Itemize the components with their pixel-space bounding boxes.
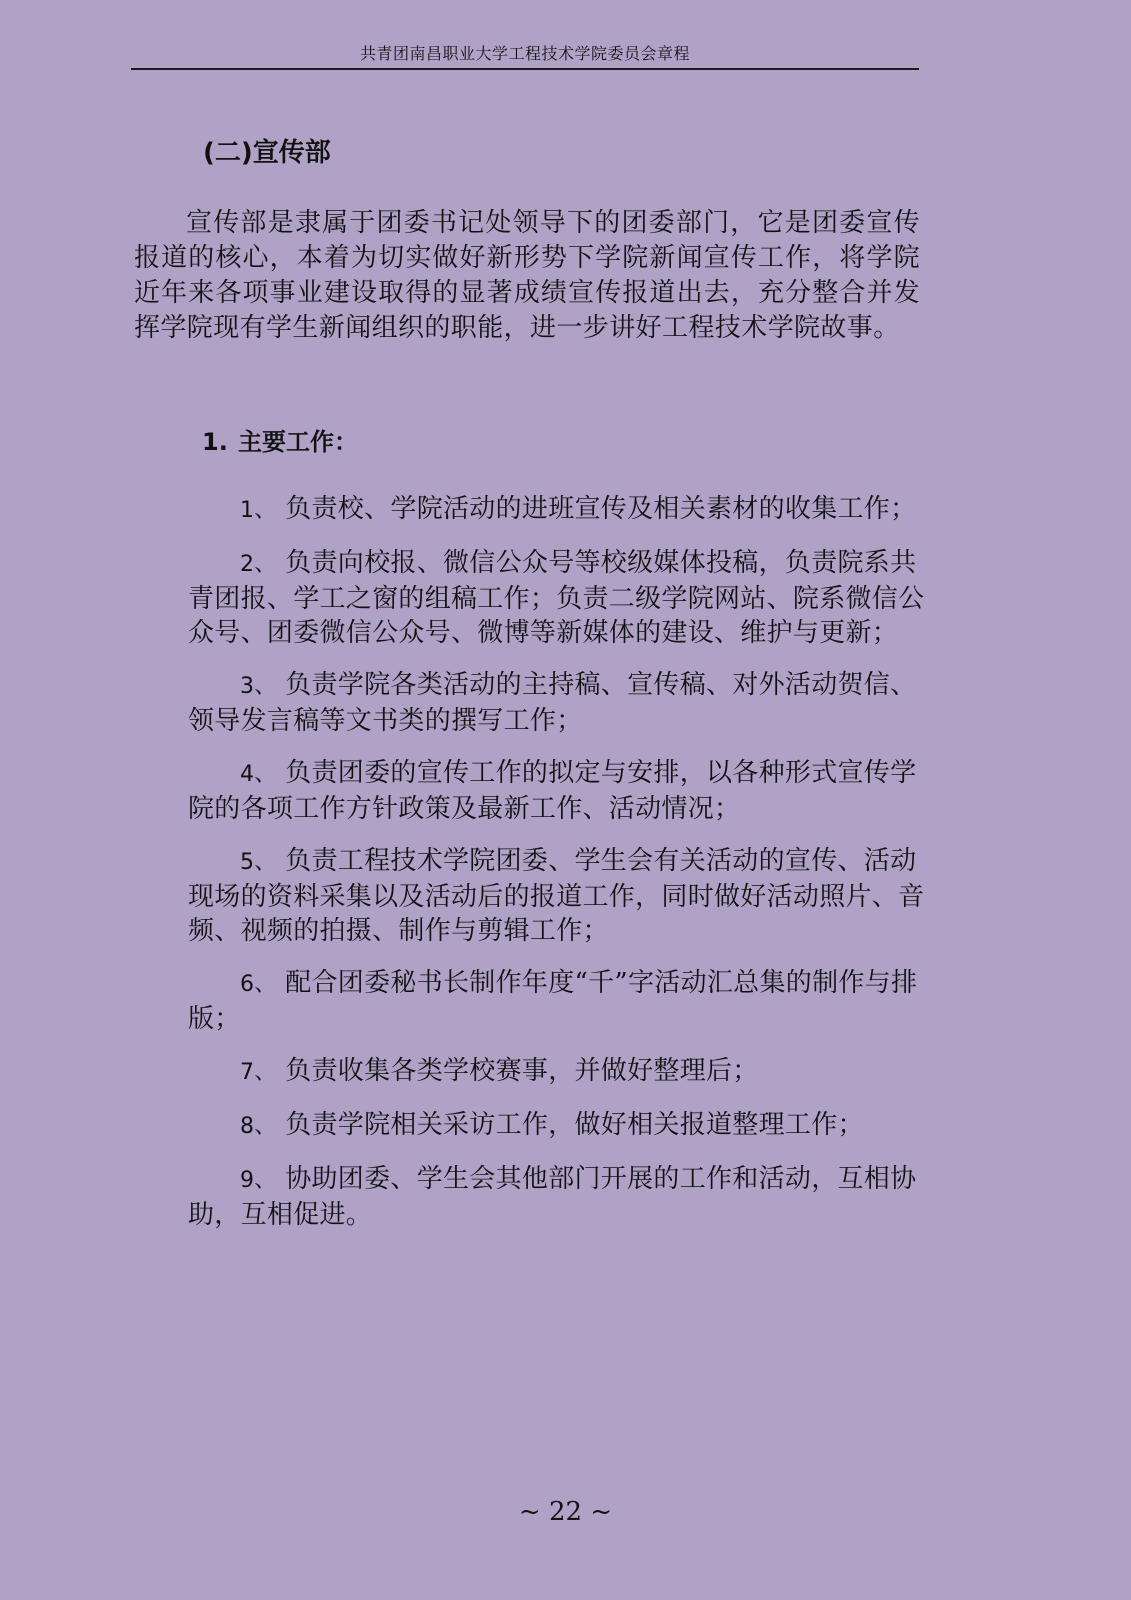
main-duties-title: 主要工作：: [238, 428, 358, 456]
duty-text: 负责收集各类学校赛事，并做好整理后；: [285, 1056, 759, 1086]
duty-item: [188, 1162, 926, 1232]
duty-item: [188, 1054, 926, 1090]
page-number: ~ 22 ~: [518, 1497, 613, 1527]
duty-number: 7、: [240, 1060, 277, 1085]
duty-number: 4、: [240, 762, 277, 787]
duty-text: 负责校、学院活动的进班宣传及相关素材的收集工作；: [285, 494, 917, 524]
main-duties-heading: [202, 420, 358, 464]
intro-paragraph: 宣传部是隶属于团委书记处领导下的团委部门，它是团委宣传报道的核心，本着为切实做好新形势下学院新闻宣传工作，将学院近年来各项事业建设取得的显著成绩宣传报道出去，充分整合并发挥学院现有学生新闻组织的职能，进一步讲好工程技术学院故事。: [134, 208, 920, 343]
duty-item: [188, 546, 926, 650]
duty-number: 3、: [240, 674, 277, 699]
section-title: (二)宣传部: [203, 138, 331, 168]
duty-item: [188, 756, 926, 826]
duty-number: 2、: [240, 552, 277, 577]
page-header: 共青团南昌职业大学工程技术学院委员会章程: [131, 40, 919, 70]
duty-text: 负责学院各类活动的主持稿、宣传稿、对外活动贺信、领导发言稿等文书类的撰写工作；: [188, 670, 917, 736]
duty-number: 1、: [240, 498, 277, 523]
duty-item: [188, 668, 926, 738]
duty-text: 负责向校报、微信公众号等校级媒体投稿，负责院系共青团报、学工之窗的组稿工作；负责二级学院网站、院系微信公众号、团委微信公众号、微博等新媒体的建设、维护与更新；: [188, 548, 925, 648]
duty-text: 负责团委的宣传工作的拟定与安排，以各种形式宣传学院的各项工作方针政策及最新工作、活动情况；: [188, 758, 917, 824]
main-duties-number: 1.: [202, 428, 228, 456]
duty-item: [188, 1108, 926, 1144]
duty-item: [188, 966, 926, 1036]
duty-number: 6、: [240, 972, 277, 997]
duty-number: 8、: [240, 1114, 277, 1139]
duty-text: 负责学院相关采访工作，做好相关报道整理工作；: [285, 1110, 864, 1140]
duty-item: [188, 492, 926, 528]
duty-number: 5、: [240, 850, 277, 875]
duty-text: 协助团委、学生会其他部门开展的工作和活动，互相协助，互相促进。: [188, 1164, 917, 1230]
duty-item: [188, 844, 926, 948]
duty-text: 配合团委秘书长制作年度“千”字活动汇总集的制作与排版；: [188, 968, 918, 1034]
duty-number: 9、: [240, 1168, 277, 1193]
duty-list: [188, 492, 926, 1250]
duty-text: 负责工程技术学院团委、学生会有关活动的宣传、活动现场的资料采集以及活动后的报道工作，同时做好活动照片、音频、视频的拍摄、制作与剪辑工作；: [188, 846, 925, 946]
